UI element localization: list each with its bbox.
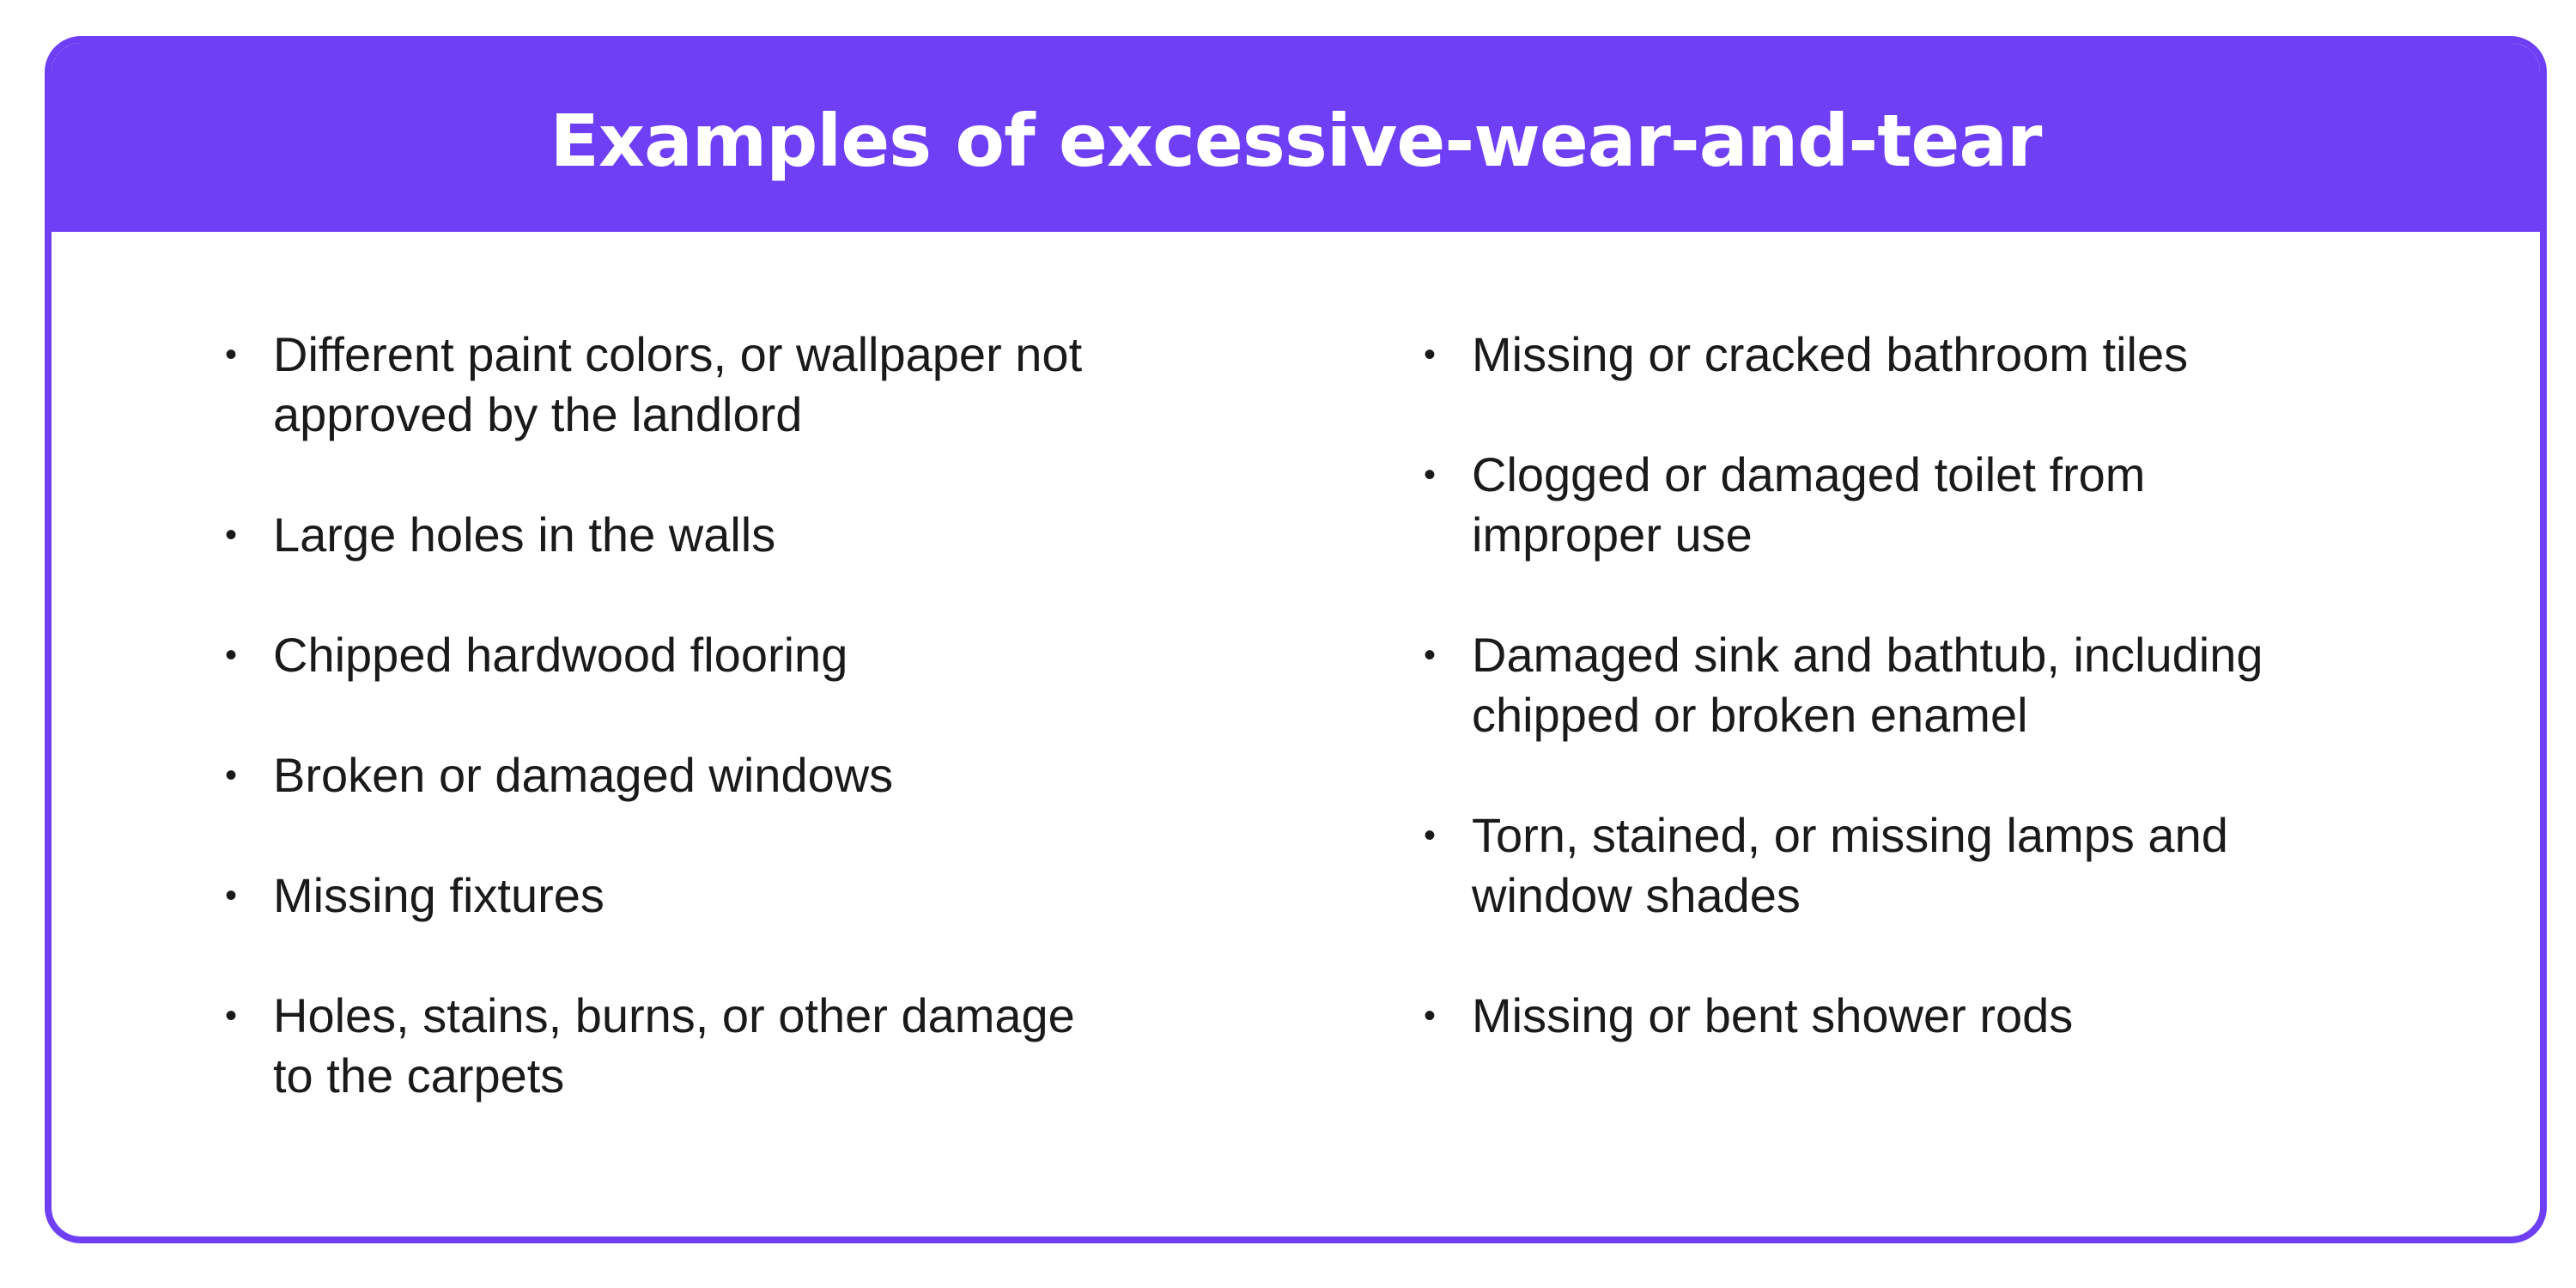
list-item-line: Clogged or damaged toilet from (1472, 447, 2146, 501)
list-item-line: Damaged sink and bathtub, including (1472, 628, 2263, 682)
list-item (225, 625, 1255, 685)
list-item-line: Torn, stained, or missing lamps and (1472, 808, 2228, 862)
list-item (1424, 445, 2454, 565)
list-item-line: Different paint colors, or wallpaper not (273, 327, 1083, 381)
list-item-line: approved by the landlord (273, 387, 803, 441)
bullet-icon: • (1424, 336, 1437, 374)
list-item (225, 325, 1255, 445)
list-item (1424, 986, 2454, 1046)
list-item (225, 505, 1255, 565)
list-item-line: improper use (1472, 507, 1753, 562)
bullet-icon: • (225, 997, 238, 1035)
card-header (52, 43, 2540, 232)
list-item (225, 745, 1255, 805)
left-list (225, 325, 1255, 1166)
info-card (45, 36, 2547, 1243)
list-item-line: Large holes in the walls (273, 507, 776, 562)
list-item (225, 866, 1255, 926)
list-item-line: window shades (1472, 868, 1801, 922)
bullet-icon: • (225, 516, 238, 554)
bullet-icon: • (1424, 636, 1437, 674)
list-item-line: to the carpets (273, 1048, 565, 1103)
list-item-line: chipped or broken enamel (1472, 688, 2028, 742)
list-item-line: Missing or bent shower rods (1472, 988, 2074, 1042)
list-item (225, 986, 1255, 1106)
right-list (1424, 325, 2454, 1106)
bullet-icon: • (1424, 817, 1437, 854)
card-title: Examples of excessive-wear-and-tear (550, 99, 2042, 183)
bullet-icon: • (1424, 456, 1437, 494)
bullet-icon: • (225, 336, 238, 374)
list-item-line: Broken or damaged windows (273, 748, 894, 802)
list-item (1424, 325, 2454, 385)
list-item-line: Holes, stains, burns, or other damage (273, 988, 1075, 1042)
list-item-line: Missing fixtures (273, 868, 605, 922)
bullet-icon: • (225, 756, 238, 794)
bullet-icon: • (225, 636, 238, 674)
list-item-line: Chipped hardwood flooring (273, 628, 848, 682)
bullet-icon: • (1424, 997, 1437, 1035)
list-item-line: Missing or cracked bathroom tiles (1472, 327, 2189, 381)
bullet-icon: • (225, 877, 238, 914)
list-item (1424, 805, 2454, 926)
list-item (1424, 625, 2454, 745)
